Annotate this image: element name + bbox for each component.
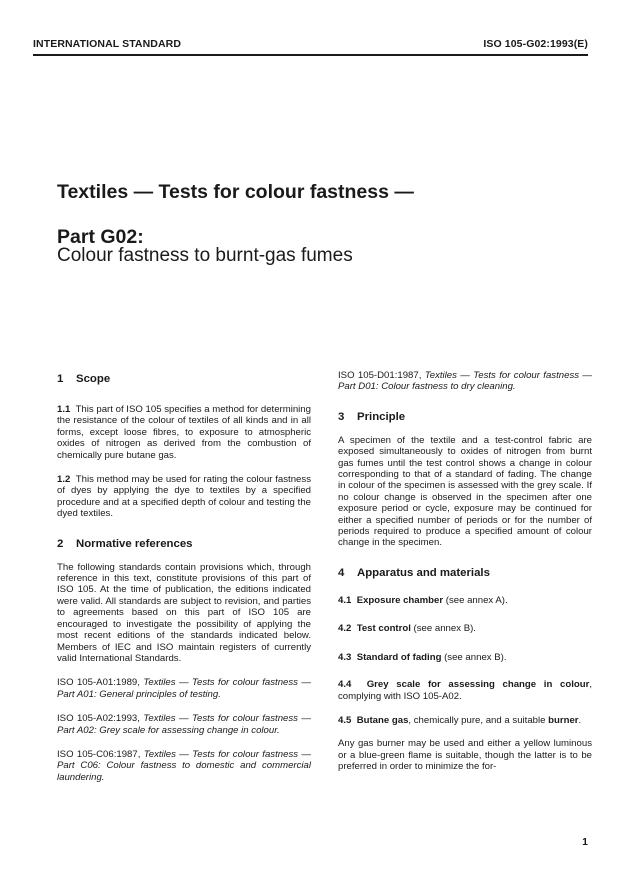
left-column — [57, 370, 311, 783]
main-title: Textiles — Tests for colour fastness — — [57, 181, 414, 203]
part-title: Colour fastness to burnt-gas fumes — [57, 245, 353, 266]
right-column — [338, 370, 592, 773]
burner-text: Any gas burner may be used and either a yellow luminous or a blue-green flame is suitable, though the latter is to be preferred in order to minimize the for- — [338, 738, 592, 773]
normative-references-intro: The following standards contain provisions which, through reference in this text, constitute provisions of this part of ISO 105. At the time of publication, the editions indicated were valid. All standards are subject to revision, and parties to agreements based on this part of ISO 105 are encouraged to investigate the possibility of applying the most recent editions of the standards indicated below. Members of IEC and ISO maintain registers of currently valid International Standards. — [57, 561, 311, 664]
item-4-4: 4.4 Grey scale for assessing change in colour, complying with ISO 105-A02. — [338, 679, 592, 702]
item-4-2: 4.2 Test control (see annex B). — [338, 623, 476, 635]
reference-iso-105-d01: ISO 105-D01:1987, Textiles — Tests for colour fastness — Part D01: Colour fastness to dry cleaning. — [338, 370, 592, 393]
header-rule — [33, 54, 588, 56]
part-label: Part G02: — [57, 226, 144, 248]
reference-iso-105-a02: ISO 105-A02:1993, Textiles — Tests for colour fastness — Part A02: Grey scale for assessing change in colour. — [57, 713, 312, 736]
section-heading-principle: 3 Principle — [338, 410, 406, 423]
header-right: ISO 105-G02:1993(E) — [483, 38, 588, 50]
section-heading-apparatus: 4 Apparatus and materials — [338, 566, 490, 579]
principle-text: A specimen of the textile and a test-control fabric are exposed simultaneously to oxides of nitrogen from burnt gas fumes until the test control shows a change in colour corresponding to that of a standard of fading. The change in colour of the specimen is assessed with the grey scale. If no colour change is observed in the specimen after one exposure period or cycle, exposure may be continued for either a specified number of periods or for the number of periods required to produce a specified amount of colour change in the specimen. — [338, 434, 592, 549]
section-heading-normative-references: 2 Normative references — [57, 537, 193, 550]
page-number: 1 — [582, 836, 588, 848]
item-4-1: 4.1 Exposure chamber (see annex A). — [338, 594, 508, 606]
paragraph-1-1: 1.1 This part of ISO 105 specifies a method for determining the resistance of the colour of textiles of all kinds and in all forms, except loose fibres, to exposure to atmospheric oxides of nitrogen as derived from the combustion of chemically pure butane gas. — [57, 404, 311, 461]
header-left: INTERNATIONAL STANDARD — [33, 38, 182, 50]
section-heading-scope: 1 Scope — [57, 373, 111, 385]
reference-iso-105-a01: ISO 105-A01:1989, Textiles — Tests for colour fastness — Part A01: General principles of testing. — [57, 677, 312, 700]
item-4-3: 4.3 Standard of fading (see annex B). — [338, 651, 507, 663]
reference-iso-105-c06: ISO 105-C06:1987, Textiles — Tests for colour fastness — Part C06: Colour fastness to domestic and commercial laundering. — [57, 748, 311, 783]
item-4-5: 4.5 Butane gas, chemically pure, and a suitable burner. — [338, 714, 582, 726]
paragraph-1-2: 1.2 This method may be used for rating the colour fastness of dyes by applying the dye to textiles by a specified procedure and at a specified depth of colour and testing the dyed textiles. — [57, 474, 311, 520]
